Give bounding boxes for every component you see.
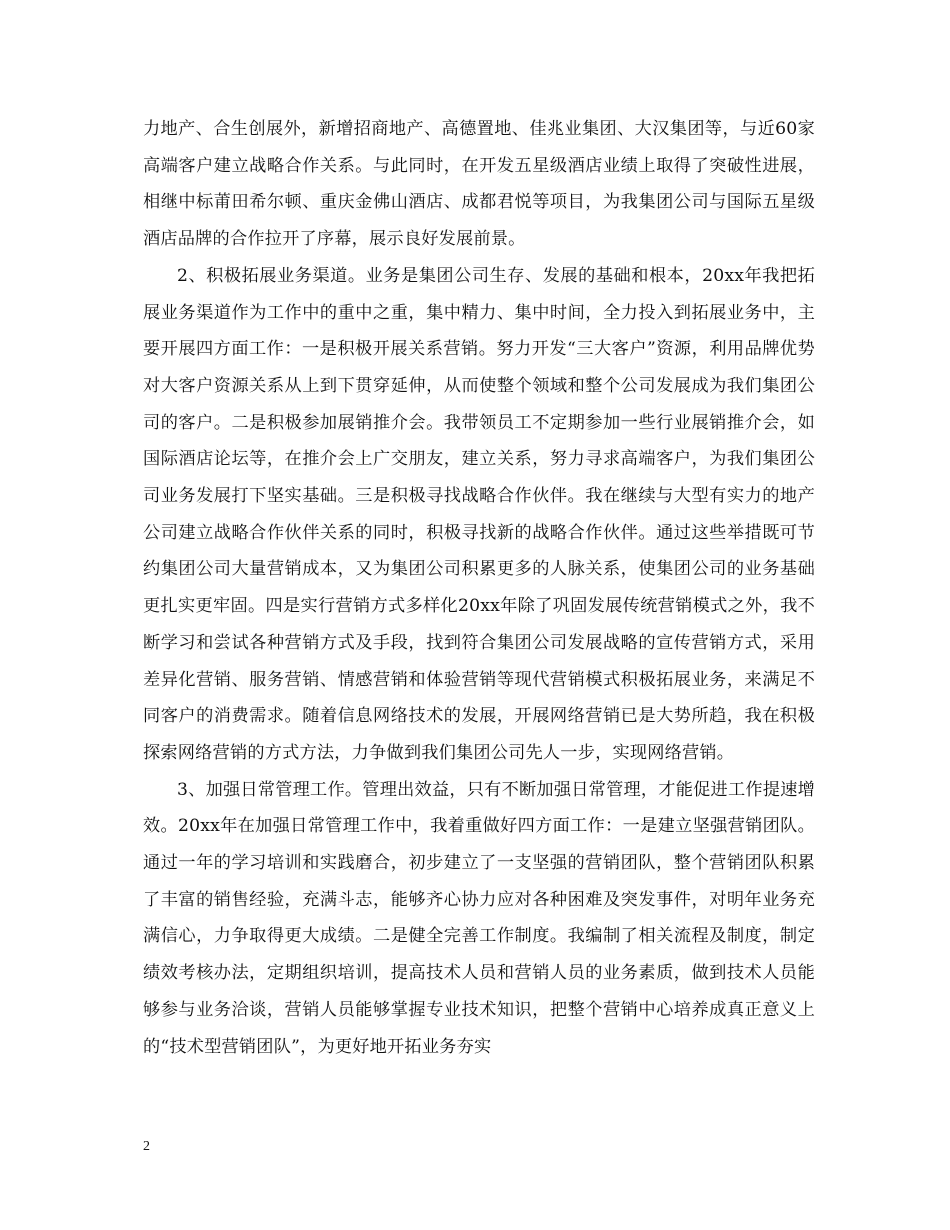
paragraph-expand-business-channels: 2、积极拓展业务渠道。业务是集团公司生存、发展的基础和根本，20xx年我把拓展业务渠道作为工作中的重中之重，集中精力、集中时间，全力投入到拓展业务中，主要开展四方面工作：一是积极开展关系营销。努力开发“三大客户”资源，利用品牌优势对大客户资源关系从上到下贯穿延伸，从而使整个领域和整个公司发展成为我们集团公司的客户。二是积极参加展销推介会。我带领员工不定期参加一些行业展销推介会，如国际酒店论坛等，在推介会上广交朋友，建立关系，努力寻求高端客户，为我们集团公司业务发展打下坚实基础。三是积极寻找战略合作伙伴。我在继续与大型有实力的地产公司建立战略合作伙伴关系的同时，积极寻找新的战略合作伙伴。通过这些举措既可节约集团公司大量营销成本，又为集团公司积累更多的人脉关系，使集团公司的业务基础更扎实更牢固。四是实行营销方式多样化20xx年除了巩固发展传统营销模式之外，我不断学习和尝试各种营销方式及手段，找到符合集团公司发展战略的宣传营销方式，采用差异化营销、服务营销、情感营销和体验营销等现代营销模式积极拓展业务，来满足不同客户的消费需求。随着信息网络技术的发展，开展网络营销已是大势所趋，我在积极探索网络营销的方式方法，力争做到我们集团公司先人一步，实现网络营销。 [143,265,815,763]
page-number: 2 [143,1139,150,1154]
paragraph-continuation: 力地产、合生创展外，新增招商地产、高德置地、佳兆业集团、大汉集团等，与近60家高端客户建立战略合作关系。与此同时，在开发五星级酒店业绩上取得了突破性进展，相继中标莆田希尔顿、重庆金佛山酒店、成都君悦等项目，为我集团公司与国际五星级酒店品牌的合作拉开了序幕，展示良好发展前景。 [143,119,815,250]
paragraph-daily-management: 3、加强日常管理工作。管理出效益，只有不断加强日常管理，才能促进工作提速增效。20xx年在加强日常管理工作中，我着重做好四方面工作：一是建立坚强营销团队。通过一年的学习培训和实践磨合，初步建立了一支坚强的营销团队，整个营销团队积累了丰富的销售经验，充满斗志，能够齐心协力应对各种困难及突发事件，对明年业务充满信心，力争取得更大成绩。二是健全完善工作制度。我编制了相关流程及制度，制定绩效考核办法，定期组织培训，提高技术人员和营销人员的业务素质，做到技术人员能够参与业务洽谈，营销人员能够掌握专业技术知识，把整个营销中心培养成真正意义上的“技术型营销团队”，为更好地开拓业务夯实 [143,779,815,1057]
document-body [143,111,815,1065]
